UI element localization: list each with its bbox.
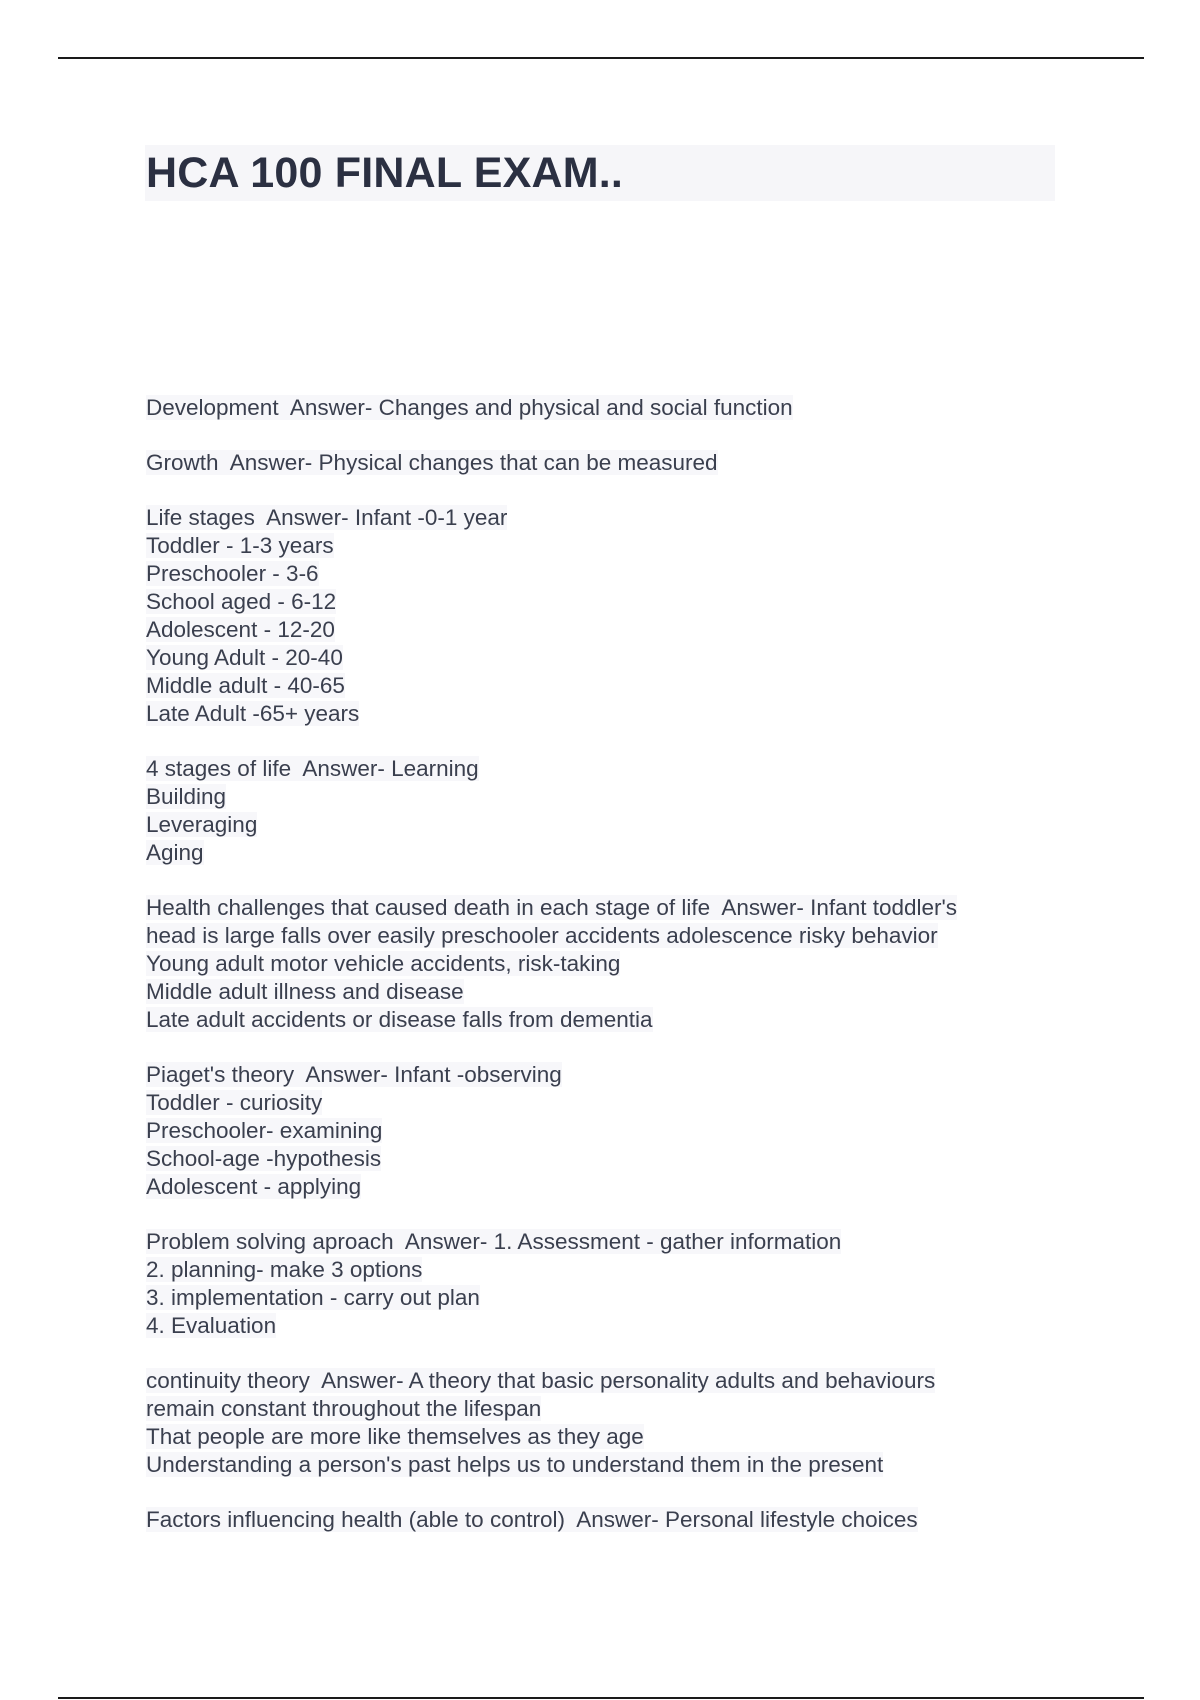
bottom-divider <box>58 1697 1144 1699</box>
qa-answer-line <box>146 1117 1046 1145</box>
qa-line-text: School-age -hypothesis <box>146 1146 382 1171</box>
qa-line-text: 3. implementation - carry out plan <box>146 1285 480 1310</box>
qa-answer-line <box>146 1312 1046 1340</box>
qa-line-text: Development Answer- Changes and physical and social function <box>146 395 793 420</box>
qa-question-line <box>146 1367 1046 1395</box>
qa-question-line <box>146 449 1046 477</box>
qa-line-text: Adolescent - applying <box>146 1174 362 1199</box>
qa-answer-line <box>146 700 1046 728</box>
qa-question-line <box>146 894 1046 922</box>
qa-line-text: Late adult accidents or disease falls from dementia <box>146 1007 653 1032</box>
qa-line-text: Problem solving aproach Answer- 1. Assessment - gather information <box>146 1229 842 1254</box>
qa-line-text: Young adult motor vehicle accidents, risk-taking <box>146 951 621 976</box>
qa-line-text: Aging <box>146 840 204 865</box>
qa-line-text: continuity theory Answer- A theory that basic personality adults and behaviours <box>146 1368 936 1393</box>
qa-answer-line <box>146 950 1046 978</box>
qa-answer-line <box>146 672 1046 700</box>
qa-line-text: Growth Answer- Physical changes that can be measured <box>146 450 718 475</box>
qa-entry <box>146 1506 1046 1534</box>
qa-line-text: Young Adult - 20-40 <box>146 645 343 670</box>
qa-question-line <box>146 1506 1046 1534</box>
qa-answer-line <box>146 1423 1046 1451</box>
qa-line-text: Piaget's theory Answer- Infant -observing <box>146 1062 562 1087</box>
qa-line-text: Life stages Answer- Infant -0-1 year <box>146 505 508 530</box>
qa-question-line <box>146 1228 1046 1256</box>
qa-line-text: Preschooler - 3-6 <box>146 561 319 586</box>
qa-answer-line <box>146 839 1046 867</box>
qa-answer-line <box>146 532 1046 560</box>
qa-answer-line <box>146 1256 1046 1284</box>
qa-question-line <box>146 1061 1046 1089</box>
qa-line-text: head is large falls over easily preschooler accidents adolescence risky behavior <box>146 923 938 948</box>
qa-answer-line <box>146 1173 1046 1201</box>
qa-line-text: School aged - 6-12 <box>146 589 337 614</box>
qa-entry <box>146 449 1046 477</box>
qa-entry <box>146 394 1046 422</box>
qa-line-text: Leveraging <box>146 812 258 837</box>
qa-answer-line <box>146 783 1046 811</box>
qa-line-text: 4 stages of life Answer- Learning <box>146 756 479 781</box>
qa-answer-line <box>146 811 1046 839</box>
qa-answer-line <box>146 616 1046 644</box>
qa-line-text: That people are more like themselves as they age <box>146 1424 644 1449</box>
qa-line-text: Toddler - curiosity <box>146 1090 323 1115</box>
qa-line-text: Factors influencing health (able to control) Answer- Personal lifestyle choices <box>146 1507 918 1532</box>
qa-line-text: Middle adult illness and disease <box>146 979 464 1004</box>
qa-line-text: remain constant throughout the lifespan <box>146 1396 542 1421</box>
qa-entry <box>146 1061 1046 1201</box>
qa-question-line <box>146 504 1046 532</box>
qa-answer-line <box>146 1006 1046 1034</box>
qa-answer-line <box>146 1284 1046 1312</box>
qa-line-text: Preschooler- examining <box>146 1118 383 1143</box>
qa-entry <box>146 894 1046 1034</box>
qa-answer-line <box>146 588 1046 616</box>
qa-list <box>146 394 1046 1561</box>
qa-entry <box>146 504 1046 728</box>
qa-line-text: Understanding a person's past helps us to understand them in the present <box>146 1452 884 1477</box>
qa-question-line <box>146 755 1046 783</box>
qa-entry <box>146 755 1046 867</box>
qa-line-text: 4. Evaluation <box>146 1313 277 1338</box>
qa-line-text: Toddler - 1-3 years <box>146 533 334 558</box>
document-title: HCA 100 FINAL EXAM.. <box>146 149 624 197</box>
qa-entry <box>146 1228 1046 1340</box>
qa-line-text: 2. planning- make 3 options <box>146 1257 423 1282</box>
qa-answer-line <box>146 1451 1046 1479</box>
qa-answer-line <box>146 1145 1046 1173</box>
qa-answer-line <box>146 922 1046 950</box>
qa-line-text: Middle adult - 40-65 <box>146 673 345 698</box>
qa-line-text: Adolescent - 12-20 <box>146 617 335 642</box>
qa-entry <box>146 1367 1046 1479</box>
qa-answer-line <box>146 644 1046 672</box>
top-divider <box>58 57 1144 59</box>
qa-answer-line <box>146 1395 1046 1423</box>
qa-question-line <box>146 394 1046 422</box>
qa-line-text: Health challenges that caused death in each stage of life Answer- Infant toddler's <box>146 895 958 920</box>
qa-answer-line <box>146 560 1046 588</box>
qa-line-text: Building <box>146 784 227 809</box>
qa-answer-line <box>146 1089 1046 1117</box>
qa-answer-line <box>146 978 1046 1006</box>
qa-line-text: Late Adult -65+ years <box>146 701 360 726</box>
